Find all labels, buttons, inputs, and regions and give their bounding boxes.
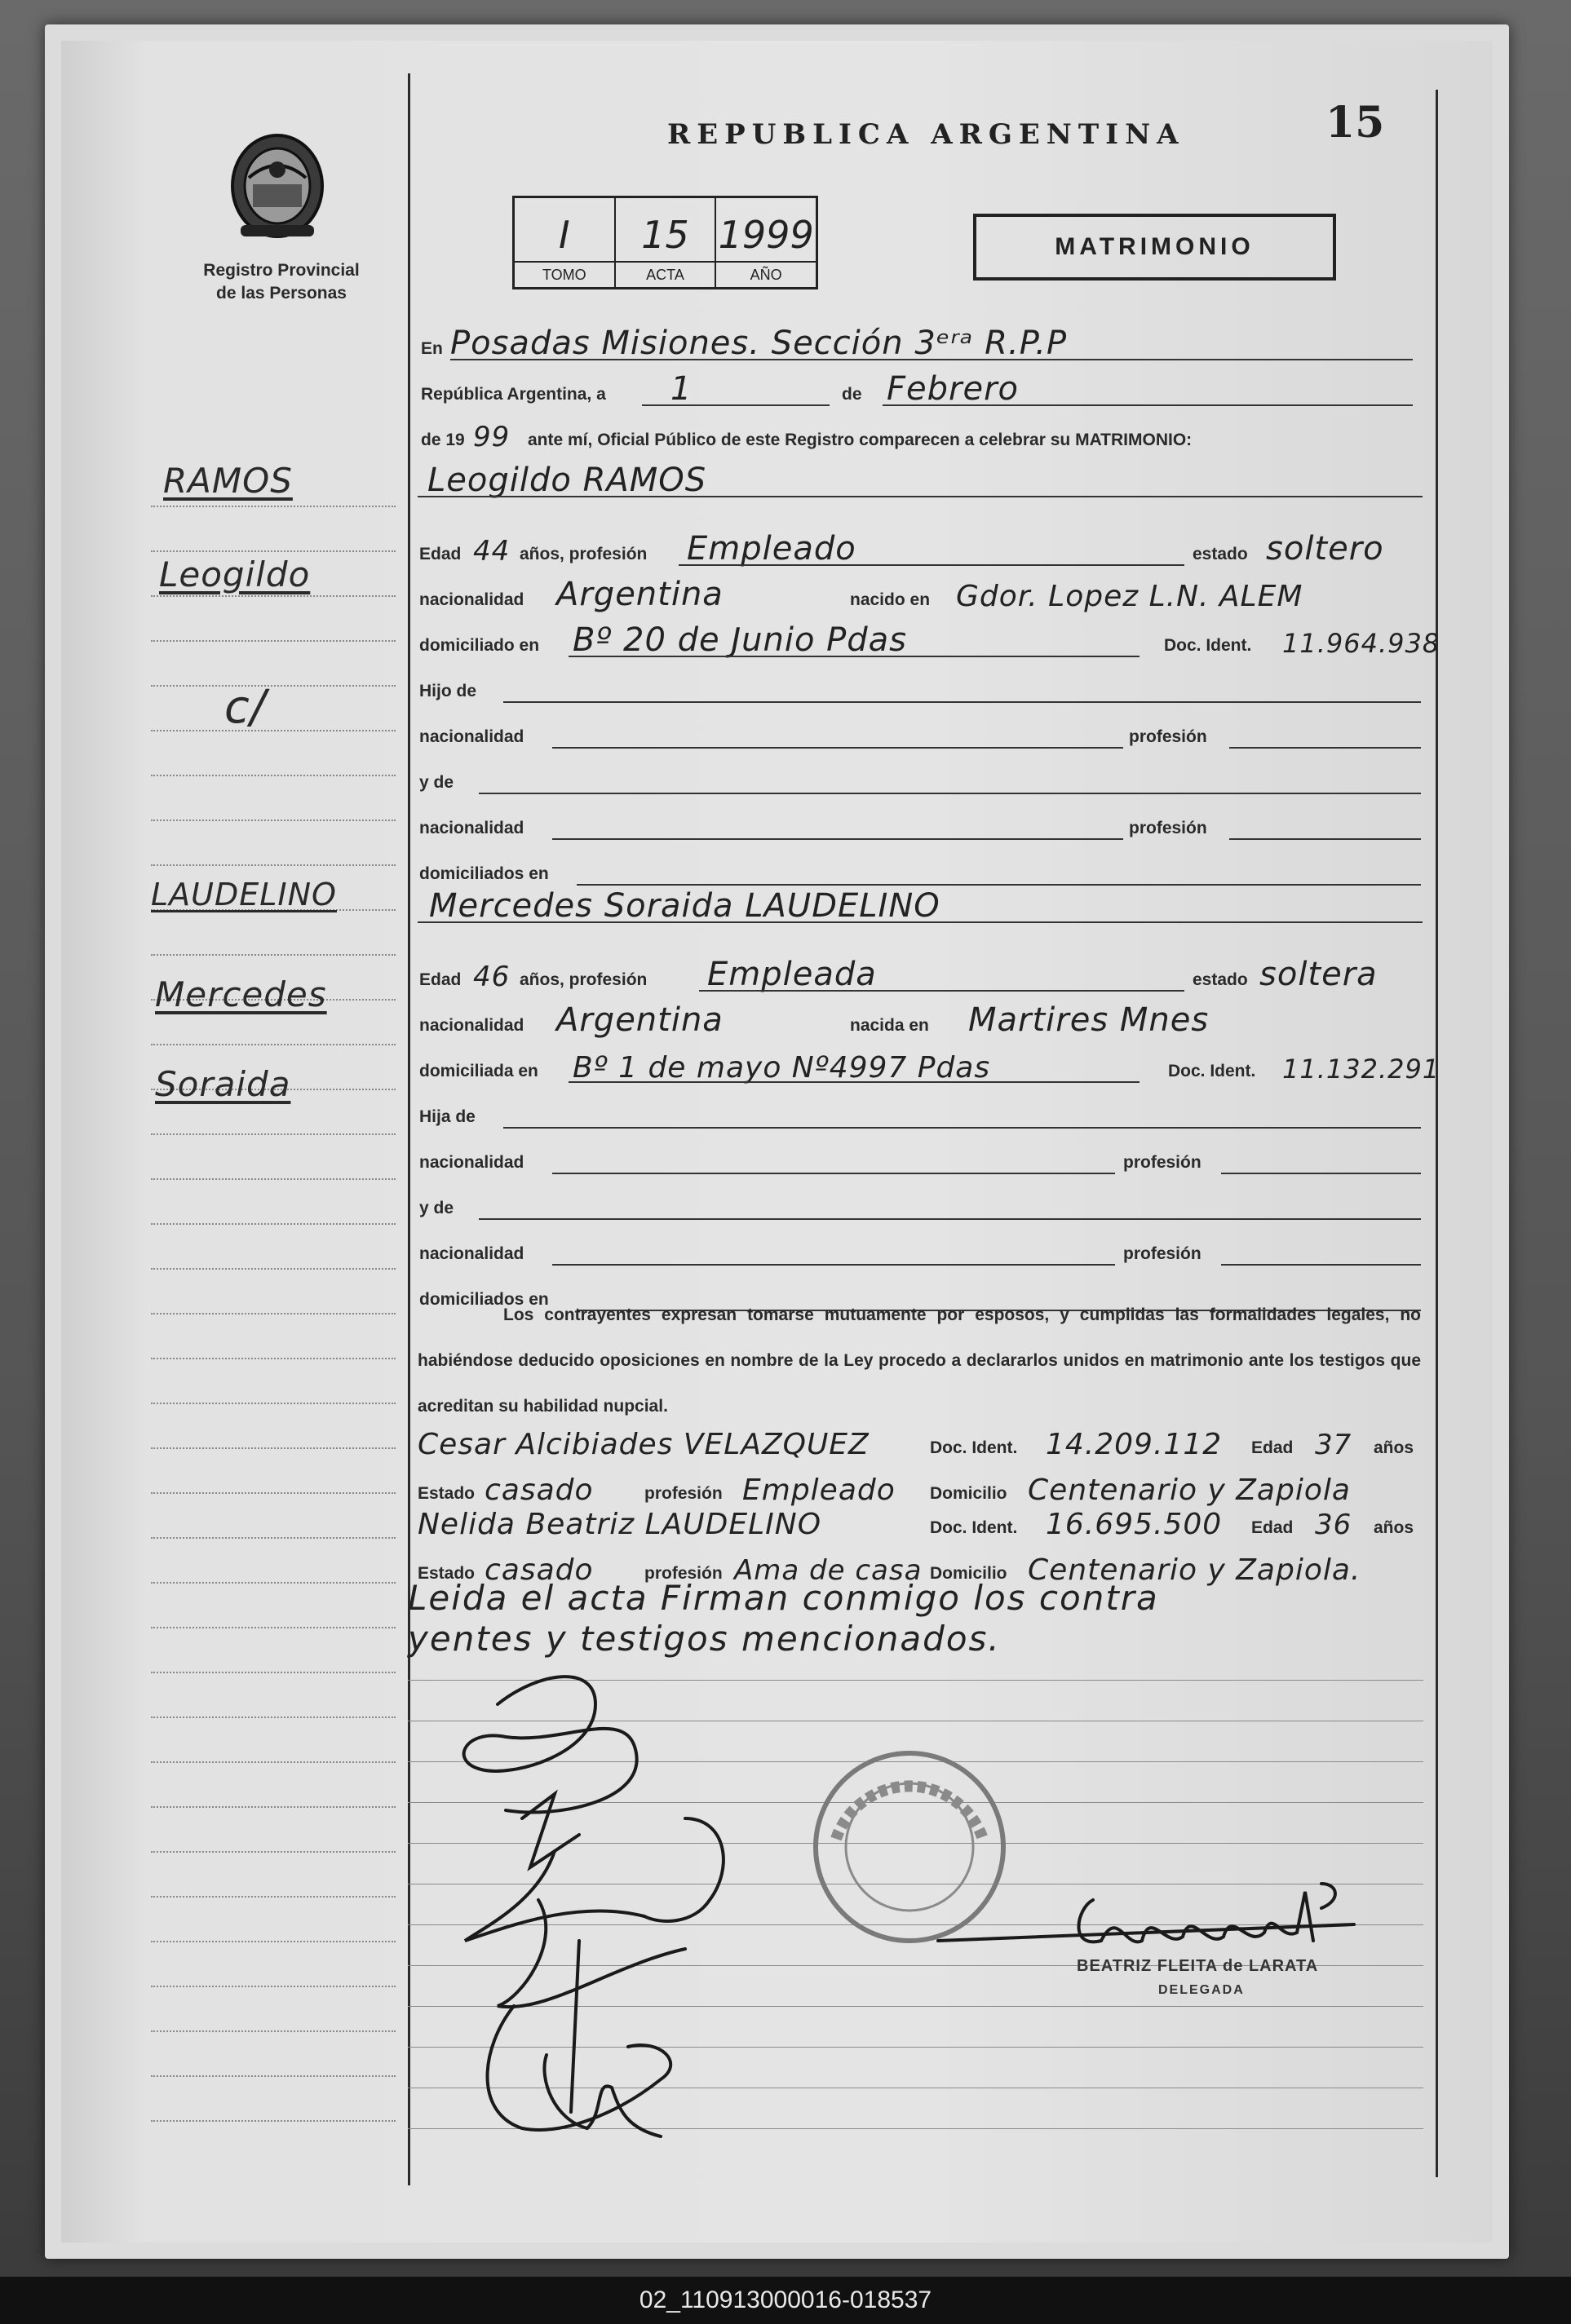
row-groom-age [418,524,1423,569]
margin-rule [151,1044,396,1045]
tomo-value: I [559,213,570,257]
groom-estado: soltero [1266,530,1384,568]
row-groom-yde [418,752,1423,797]
witness1-edad-label: Edad [1251,1438,1294,1457]
official-role: DELEGADA [1158,1983,1245,1997]
bride-estado-label: estado [1193,970,1248,989]
margin-rule [151,1133,396,1135]
witness2-anos-label: años [1374,1518,1414,1537]
row-bride-parent1-nat [418,1132,1423,1177]
bride-prof1-underline [1221,1173,1421,1174]
margin-given-1: Leogildo [159,554,311,594]
registry-line2: de las Personas [216,284,347,303]
margin-rule [151,1851,396,1853]
row-bride-parent2-nat [418,1223,1423,1269]
witness2-age: 36 [1315,1509,1352,1541]
bride-doc: 11.132.291 [1282,1054,1440,1085]
groom-yde-label: y de [419,773,454,792]
witness1-anos-label: años [1374,1438,1414,1457]
bride-name-underline [418,921,1423,923]
margin-rule [151,1761,396,1763]
groom-prof2-underline [1229,838,1421,840]
ante-text: ante mí, Oficial Público de este Registro comparecen a celebrar su MATRIMONIO: [528,431,1193,449]
margin-rule [151,864,396,866]
acta-cell [616,198,717,287]
bride-profession: Empleada [707,956,877,993]
groom-estado-label: estado [1193,545,1248,563]
declaration-body: Los contrayentes expresan tomarse mutuamente por esposos, y cumplidas las formalidades legales, no habiéndose deducido oposiciones en nombre de la Ley procedo a declararlos unidos en matrimonio ante los testigos que acreditan su habilidad nupcial. [418,1306,1421,1416]
margin-rule [151,1178,396,1180]
witness2-name: Nelida Beatriz LAUDELINO [418,1508,822,1541]
witness2-domicilio-label: Domicilio [930,1564,1007,1583]
tomo-cell [515,198,616,287]
groom-nac1-underline [552,747,1123,749]
margin-rule [151,550,396,552]
bride-birthplace: Martires Mnes [968,1001,1210,1039]
groom-doc-label: Doc. Ident. [1164,636,1252,655]
groom-profession: Empleado [687,530,856,568]
row-bride-name [418,881,1423,926]
margin-rule [151,2075,396,2077]
bride-hija-underline [503,1127,1421,1129]
groom-address-underline [569,656,1140,657]
day-value: 1 [670,370,693,408]
margin-rule [151,1403,396,1404]
de-label: de [842,385,862,404]
margin-rule [151,1806,396,1808]
row-witness2-name [418,1497,1423,1543]
margin-rule [151,1358,396,1359]
witness1-name: Cesar Alcibiades VELAZQUEZ [418,1428,870,1461]
witness1-doc-label: Doc. Ident. [930,1438,1018,1457]
row-groom-parent1-nat [418,706,1423,752]
year-suffix-value: 99 [473,421,511,453]
bride-anos-profesion-label: años, profesión [520,970,648,989]
margin-rule [151,1313,396,1314]
bride-nacionalidad-label: nacionalidad [419,1016,524,1035]
groom-doc: 11.964.938 [1282,628,1440,659]
row-bride-yde [418,1177,1423,1223]
acta-value: 15 [641,213,689,257]
witness1-doc: 14.209.112 [1046,1428,1223,1461]
bride-doc-label: Doc. Ident. [1168,1062,1256,1080]
registry-label [175,259,387,305]
day-underline [642,404,830,406]
row-groom-nationality [418,569,1423,615]
groom-domiciliados-label: domiciliados en [419,864,549,883]
bride-domiciliados-label: domiciliados en [419,1290,549,1309]
bride-yde-underline [479,1218,1421,1220]
row-witness1-name [418,1417,1423,1463]
witness1-profesion-label: profesión [644,1484,723,1503]
groom-prof2-label: profesión [1129,819,1207,837]
bride-age: 46 [473,961,511,993]
row-bride-hija [418,1086,1423,1132]
groom-birthplace: Gdor. Lopez L.N. ALEM [956,580,1303,613]
margin-rule [151,640,396,642]
margin-rule [151,595,396,597]
groom-name-underline [418,496,1423,497]
signature-official [930,1876,1387,1965]
groom-prof1-underline [1229,747,1421,749]
groom-nac2-underline [552,838,1123,840]
declaration-text [418,1292,1421,1429]
closing-line-2: yentes y testigos mencionados. [408,1619,1001,1659]
row-bride-nationality [418,995,1423,1040]
ano-value: 1999 [718,213,814,257]
witness2-profesion-label: profesión [644,1564,723,1583]
margin-rule [151,820,396,821]
row-bride-address [418,1040,1440,1086]
groom-prof1-label: profesión [1129,727,1207,746]
witness1-age: 37 [1315,1429,1352,1461]
witness2-estado: casado [485,1553,594,1587]
margin-given-2b: Soraida [155,1064,291,1104]
margin-rule [151,1986,396,1987]
signature-left [416,1655,759,2161]
row-place [418,318,1423,364]
witness1-domicilio-label: Domicilio [930,1484,1007,1503]
margin-rule [151,1537,396,1539]
bride-name: Mercedes Soraida LAUDELINO [429,887,940,925]
closing-line-1: Leida el acta Firman conmigo los contra [408,1578,1159,1618]
bride-edad-label: Edad [419,970,462,989]
bride-estado: soltera [1259,956,1378,993]
margin-rule [151,1896,396,1898]
margin-surname-2: LAUDELINO [151,877,337,912]
place-value: Posadas Misiones. Sección 3ᵉʳᵃ R.P.P [450,325,1068,362]
page-number: 15 [1325,98,1385,148]
margin-divider-line [408,73,410,2185]
row-ante [418,409,1423,455]
provincial-crest-icon [224,129,330,243]
right-border-line [1436,90,1438,2177]
margin-rule [151,2120,396,2122]
groom-hijo-underline [503,701,1421,703]
ano-cell [716,198,816,287]
margin-rule [151,1582,396,1584]
bride-nac2-underline [552,1264,1115,1266]
ano-label: AÑO [716,261,816,287]
bride-domiciliada-label: domiciliada en [419,1062,538,1080]
groom-nac1-label: nacionalidad [419,727,524,746]
witness1-estado: casado [485,1473,594,1507]
month-value: Febrero [887,370,1019,408]
margin-rule [151,1941,396,1942]
bride-nac2-label: nacionalidad [419,1244,524,1263]
witness1-profession: Empleado [742,1473,896,1507]
bride-nationality: Argentina [556,1001,724,1039]
margin-rule [151,2030,396,2032]
groom-nac2-label: nacionalidad [419,819,524,837]
bride-profession-underline [699,990,1184,992]
en-label: En [421,339,443,358]
witness2-doc: 16.695.500 [1046,1508,1223,1541]
bride-nac1-underline [552,1173,1115,1174]
margin-rule [151,1447,396,1449]
country-heading: REPUBLICA ARGENTINA [667,118,1185,151]
groom-yde-underline [479,793,1421,794]
witness1-address: Centenario y Zapiola [1028,1473,1351,1507]
de19-label: de 19 [421,431,465,449]
registry-line1: Registro Provincial [203,261,360,280]
bride-nacida-label: nacida en [850,1016,929,1035]
margin-rule [151,1492,396,1494]
groom-name: Leogildo RAMOS [427,462,707,499]
groom-edad-label: Edad [419,545,462,563]
bride-address: Bº 1 de mayo Nº4997 Pdas [573,1051,991,1085]
witness2-estado-label: Estado [418,1564,476,1583]
groom-profession-underline [679,564,1184,566]
official-name: BEATRIZ FLEITA de LARATA [1077,1957,1319,1975]
groom-domiciliado-label: domiciliado en [419,636,540,655]
witness1-estado-label: Estado [418,1484,476,1503]
image-caption: 02_110913000016-018537 [0,2277,1571,2324]
margin-rule [151,954,396,956]
witness2-address: Centenario y Zapiola. [1028,1553,1361,1587]
row-groom-hijo [418,661,1423,706]
row-groom-name [418,455,1423,501]
witness2-doc-label: Doc. Ident. [930,1518,1018,1537]
margin-rule [151,506,396,507]
margin-rule [151,1223,396,1225]
republica-label: República Argentina, a [421,385,606,404]
row-groom-parent2-nat [418,797,1423,843]
bride-prof2-label: profesión [1123,1244,1201,1263]
margin-conjunction: c/ [224,681,267,734]
bride-yde-label: y de [419,1199,454,1217]
tomo-label: TOMO [515,261,614,287]
record-type-box: MATRIMONIO [973,214,1336,281]
margin-rule [151,1672,396,1673]
bride-prof1-label: profesión [1123,1153,1201,1172]
bride-prof2-underline [1221,1264,1421,1266]
groom-age: 44 [473,535,511,568]
margin-rule [151,1716,396,1718]
bride-address-underline [569,1081,1140,1083]
groom-address: Bº 20 de Junio Pdas [573,621,907,659]
margin-rule [151,1268,396,1270]
witness2-edad-label: Edad [1251,1518,1294,1537]
place-underline [450,359,1413,360]
month-underline [883,404,1413,406]
row-groom-address [418,615,1440,661]
bride-nac1-label: nacionalidad [419,1153,524,1172]
row-bride-age [418,949,1423,995]
groom-nationality: Argentina [556,576,724,613]
groom-nacionalidad-label: nacionalidad [419,590,524,609]
margin-surname-1: RAMOS [163,461,293,501]
margin-rule [151,775,396,776]
margin-rule [151,1627,396,1628]
margin-given-2a: Mercedes [155,974,327,1014]
groom-anos-profesion-label: años, profesión [520,545,648,563]
acta-label: ACTA [616,261,715,287]
groom-hijo-label: Hijo de [419,682,477,700]
bride-hija-label: Hija de [419,1107,476,1126]
groom-nacido-label: nacido en [850,590,931,609]
book-reference-box [512,196,818,289]
row-date [418,364,1423,409]
witness2-profession: Ama de casa [734,1554,923,1587]
